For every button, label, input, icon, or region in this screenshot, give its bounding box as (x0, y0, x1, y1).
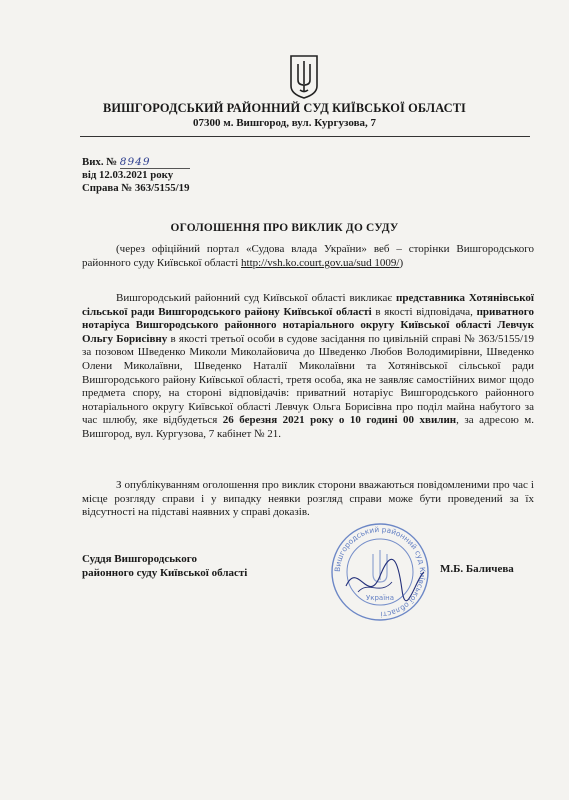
summons-text-3: в якості третьої особи в судове засідання по цивільній справі № 363/5155/19 за позовом Шведенко Миколи Миколайовича до Шведенко Любов Володимирівни, Шведенко Олени Миколаївни, Шведенко Наталії Миколаївни та Хотянівської сільської ради Вишгородського району Київської області, третя особа, яка не заявляє самостійних вимог щодо предмета спору, на стороні відповідачів: приватний нотаріус Вишгородського районного нотаріального округу Київської області Левчук Ольга Борисівна про поділ майна набутого за час шлюбу, яке відбудеться (82, 332, 534, 427)
portal-paragraph (82, 243, 534, 270)
document-date: від 12.03.2021 року (82, 169, 174, 181)
case-number: Справа № 363/5155/19 (82, 182, 190, 194)
stamp-outer-text: Вишгородський районний суд Київської області (332, 524, 428, 620)
page-title: ОГОЛОШЕННЯ ПРО ВИКЛИК ДО СУДУ (170, 222, 399, 234)
summons-paragraph (82, 292, 534, 442)
outgoing-number: 8949 (120, 156, 190, 169)
header-divider (80, 136, 530, 137)
trident-icon (289, 54, 319, 100)
court-address: 07300 м. Вишгород, вул. Кургузова, 7 (192, 117, 377, 129)
closing-paragraph: З опублікуванням оголошення про виклик сторони вважаються повідомленими про час і місце розгляду справи і у випадку неявки розгляд справи може бути проведений за їх відсутності на підставі наявних у справі доказів. (82, 479, 534, 519)
judge-title (82, 552, 247, 580)
judge-title-line-1: Суддя Вишгородського (82, 553, 197, 565)
judge-name: М.Б. Баличева (440, 563, 514, 575)
portal-text: (через офіційний портал «Судова влада України» веб – сторінки Вишгородського районного суду Київської області (82, 243, 534, 269)
summons-party-1: представника Хотянівської сільської ради Вишгородського району Київської області (82, 292, 534, 318)
summons-text-1: Вишгородський районний суд Київської області викликає (116, 292, 396, 304)
summons-party-2: приватного нотаріуса Вишгородського районного нотаріального округу Київської області Левчук Ольгу Борисівну (82, 305, 534, 345)
portal-text-end: ) (399, 256, 404, 269)
outgoing-label: Вих. № (82, 156, 118, 168)
summons-text-4: , за адресою м. Вишгород, вул. Кургузова, 7 кабінет № 21. (82, 414, 534, 440)
court-name: ВИШГОРОДСЬКИЙ РАЙОННИЙ СУД КИЇВСЬКОЇ ОБЛАСТІ (103, 101, 466, 115)
stamp-inner-text: Україна (365, 594, 395, 602)
portal-link[interactable]: http://vsh.ko.court.gov.ua/sud 1009/ (241, 256, 400, 269)
judge-title-line-2: районного суду Київської області (82, 567, 248, 579)
summons-text-2: в якості відповідача, (371, 305, 477, 318)
hearing-datetime: 26 березня 2021 року о 10 годині 00 хвилин (222, 414, 457, 427)
court-stamp-icon (328, 520, 432, 624)
outgoing-number-line (82, 156, 190, 169)
